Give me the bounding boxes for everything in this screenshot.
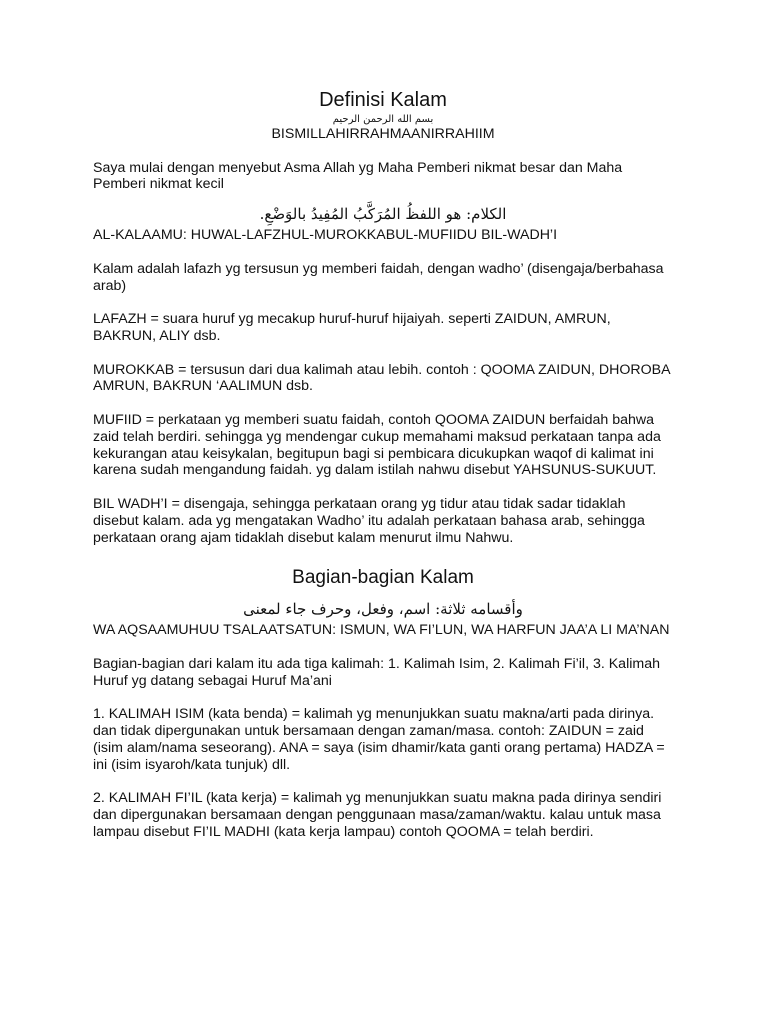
- paragraph-bil-wadhi: BIL WADH’I = disengaja, sehingga perkataan orang yg tidur atau tidak sadar tidaklah disebut kalam. ada yg mengatakan Wadho’ itu adalah perkataan bahasa arab, sehingga perkataan orang ajam tidaklah disebut kalam menurut ilmu Nahwu.: [93, 495, 645, 546]
- paragraph-kalam-definition: Kalam adalah lafazh yg tersusun yg memberi faidah, dengan wadho’ (disengaja/berbahasa arab): [93, 260, 664, 294]
- paragraph-kalimah-isim: 1. KALIMAH ISIM (kata benda) = kalimah yg menunjukkan suatu makna/arti pada dirinya. dan tidak dipergunakan untuk bersamaan dengan zaman/masa. contoh: ZAIDUN = zaid (isim alam/nama seseorang). ANA = saya (isim dhamir/kata ganti orang pertama) HADZA = ini (isim isyaroh/kata tunjuk) dll.: [93, 706, 665, 773]
- paragraph-murokkab: MUROKKAB = tersusun dari dua kalimah atau lebih. contoh : QOOMA ZAIDUN, DHOROBA AMRUN, BAKRUN ‘AALIMUN dsb.: [93, 361, 670, 395]
- verse-arabic-2: وأقسامه ثلاثة: اسم، وفعل، وحرف جاء لمعنى: [243, 600, 523, 619]
- basmala-latin: BISMILLAHIRRAHMAANIRRAHIIM: [271, 126, 495, 142]
- verse-latin-2: WA AQSAAMUHUU TSALAATSATUN: ISMUN, WA FI’LUN, WA HARFUN JAA’A LI MA’NAN: [93, 622, 670, 639]
- verse-latin-1: AL-KALAAMU: HUWAL-LAFZHUL-MUROKKABUL-MUFIIDU BIL-WADH’I: [93, 227, 558, 244]
- paragraph-kalimah-fiil: 2. KALIMAH FI’IL (kata kerja) = kalimah yg menunjukkan suatu makna pada dirinya sendiri dan dipergunakan bersamaan dengan penggunaan masa/zaman/waktu. kalau untuk masa lampau disebut FI’IL MADHI (kata kerja lampau) contoh QOOMA = telah berdiri.: [93, 790, 662, 840]
- verse-arabic-1: الكلام: هو اللفظُ المُرَكَّبُ المُفِيدُ بالوَضْعِ.: [259, 205, 507, 224]
- intro-paragraph: Saya mulai dengan menyebut Asma Allah yg Maha Pemberi nikmat besar dan Maha Pemberi nikmat kecil: [93, 159, 623, 193]
- basmala-arabic: بسم الله الرحمن الرحيم: [332, 114, 434, 125]
- paragraph-mufiid: MUFIID = perkataan yg memberi suatu faidah, contoh QOOMA ZAIDUN berfaidah bahwa zaid telah berdiri. sehingga yg mendengar cukup memahami maksud perkataan tanpa ada kekurangan atau keisykalan, begitupun bagi si pembicara dicukupkan waqof di kalimat ini karena sudah mengandung faidah. yg dalam istilah nahwu disebut YAHSUNUS-SUKUUT.: [93, 411, 661, 479]
- section-title: Bagian-bagian Kalam: [292, 567, 474, 589]
- page-title: Definisi Kalam: [319, 89, 447, 111]
- document-content: [93, 88, 673, 841]
- paragraph-lafazh: LAFAZH = suara huruf yg mecakup huruf-huruf hijaiyah. seperti ZAIDUN, AMRUN, BAKRUN, ALIY dsb.: [93, 311, 611, 344]
- paragraph-bagian-kalam: Bagian-bagian dari kalam itu ada tiga kalimah: 1. Kalimah Isim, 2. Kalimah Fi’il, 3. Kalimah Huruf yg datang sebagai Huruf Ma’ani: [93, 655, 660, 689]
